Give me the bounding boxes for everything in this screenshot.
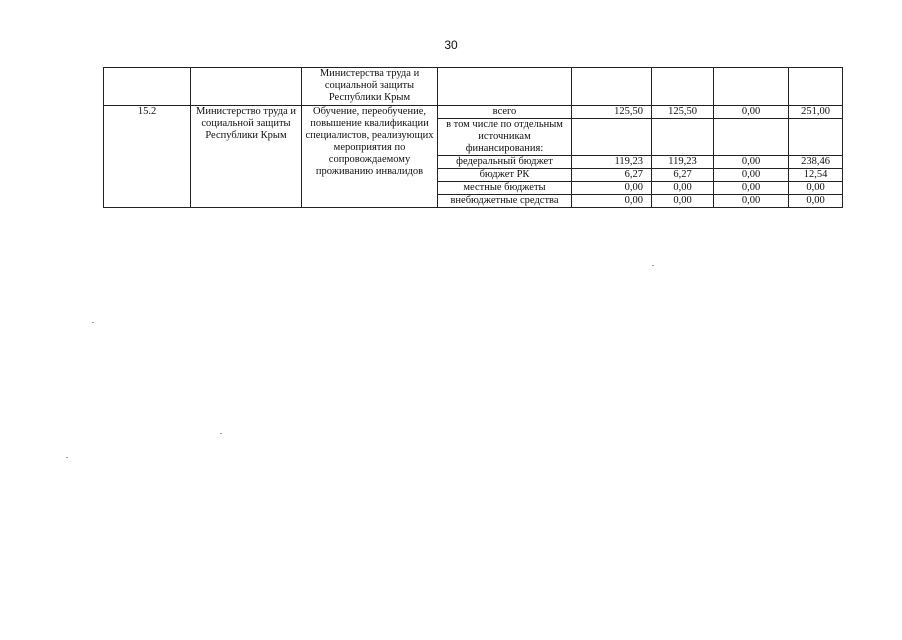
- scan-speck: [652, 265, 654, 266]
- source-label-cell: бюджет РК: [438, 169, 572, 182]
- table-row: [104, 106, 843, 119]
- item-number-cell: 15.2: [104, 106, 191, 208]
- value-cell: [714, 119, 789, 156]
- total-cell: 251,00: [789, 106, 843, 119]
- value-cell: 6,27: [572, 169, 652, 182]
- cont-source-cell: [438, 68, 572, 106]
- total-cell: 12,54: [789, 169, 843, 182]
- cont-number-cell: [104, 68, 191, 106]
- executor-cell: Министерство труда и социальной защиты Республики Крым: [191, 106, 302, 208]
- page-number: 30: [444, 38, 458, 52]
- total-cell: 238,46: [789, 156, 843, 169]
- value-cell: 0,00: [714, 169, 789, 182]
- source-label-cell: внебюджетные средства: [438, 195, 572, 208]
- value-cell: 0,00: [652, 195, 714, 208]
- scan-speck: [66, 457, 68, 458]
- source-label-cell: всего: [438, 106, 572, 119]
- cont-value-3-cell: [714, 68, 789, 106]
- value-cell: 0,00: [714, 156, 789, 169]
- continuation-row: [104, 68, 843, 106]
- value-cell: 0,00: [572, 182, 652, 195]
- cont-executor-cell: [191, 68, 302, 106]
- scan-speck: [92, 322, 94, 323]
- total-cell: [789, 119, 843, 156]
- measure-cell: Обучение, переобучение, повышение квалификации специалистов, реализующих мероприятия по сопровождаемому проживанию инвалидов: [302, 106, 438, 208]
- cont-total-cell: [789, 68, 843, 106]
- source-label-cell: федеральный бюджет: [438, 156, 572, 169]
- source-label-cell: местные бюджеты: [438, 182, 572, 195]
- cont-value-1-cell: [572, 68, 652, 106]
- cont-measure-cell: Министерства труда и социальной защиты Республики Крым: [302, 68, 438, 106]
- value-cell: 0,00: [714, 182, 789, 195]
- source-label-cell: в том числе по отдельным источникам финансирования:: [438, 119, 572, 156]
- value-cell: 0,00: [714, 195, 789, 208]
- value-cell: 119,23: [652, 156, 714, 169]
- cont-value-2-cell: [652, 68, 714, 106]
- value-cell: 125,50: [652, 106, 714, 119]
- total-cell: 0,00: [789, 195, 843, 208]
- value-cell: 6,27: [652, 169, 714, 182]
- value-cell: 0,00: [572, 195, 652, 208]
- value-cell: 125,50: [572, 106, 652, 119]
- value-cell: 0,00: [714, 106, 789, 119]
- value-cell: [572, 119, 652, 156]
- value-cell: 0,00: [652, 182, 714, 195]
- financing-table: [103, 67, 843, 208]
- scan-speck: [220, 433, 222, 434]
- total-cell: 0,00: [789, 182, 843, 195]
- value-cell: 119,23: [572, 156, 652, 169]
- value-cell: [652, 119, 714, 156]
